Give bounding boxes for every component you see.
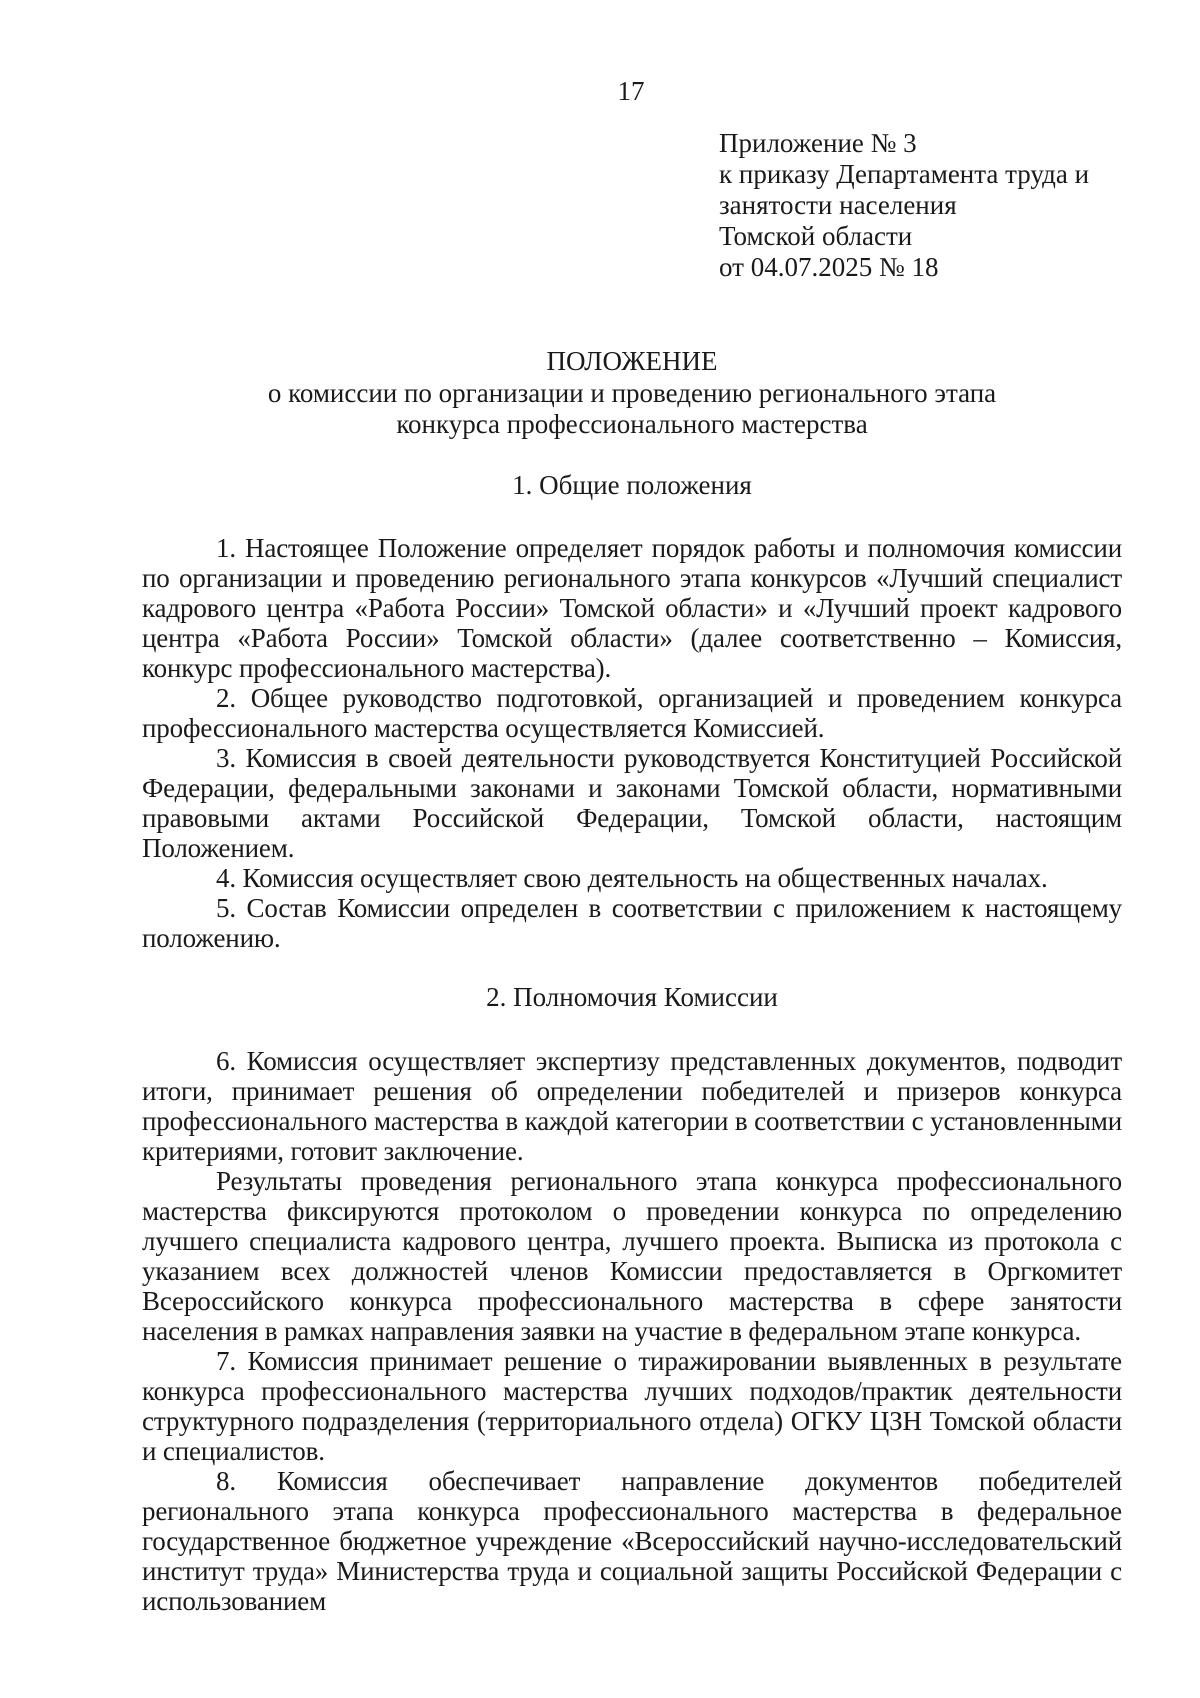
appendix-line: занятости населения <box>719 190 957 220</box>
appendix-line: Приложение № 3 <box>719 128 917 158</box>
section-body-powers <box>142 1046 1122 1616</box>
appendix-line: Томской области <box>719 221 913 251</box>
appendix-line: к приказу Департамента труда и <box>719 159 1090 189</box>
title-subtitle-line: конкурса профессионального мастерства <box>396 409 868 439</box>
paragraph: 8. Комиссия обеспечивает направление документов победителей регионального этапа конкурса профессионального мастерства в федеральное государственное бюджетное учреждение «Всероссийский научно-исследовательский институт труда» Министерства труда и социальной защиты Российской Федерации с использованием <box>142 1466 1122 1616</box>
paragraph: 7. Комиссия принимает решение о тиражировании выявленных в результате конкурса профессионального мастерства лучших подходов/практик деятельности структурного подразделения (территориального отдела) ОГКУ ЦЗН Томской области и специалистов. <box>142 1346 1122 1466</box>
paragraph: 5. Состав Комиссии определен в соответствии с приложением к настоящему положению. <box>142 893 1122 953</box>
paragraph: 6. Комиссия осуществляет экспертизу представленных документов, подводит итоги, принимает решения об определении победителей и призеров конкурса профессионального мастерства в каждой категории в соответствии с установленными критериями, готовит заключение. <box>142 1046 1122 1166</box>
paragraph: Результаты проведения регионального этапа конкурса профессионального мастерства фиксируются протоколом о проведении конкурса по определению лучшего специалиста кадрового центра, лучшего проекта. Выписка из протокола с указанием всех должностей членов Комиссии предоставляется в Оргкомитет Всероссийского конкурса профессионального мастерства в сфере занятости населения в рамках направления заявки на участие в федеральном этапе конкурса. <box>142 1166 1122 1346</box>
section-heading-powers: 2. Полномочия Комиссии <box>486 982 778 1012</box>
page-number: 17 <box>617 76 645 106</box>
title-subtitle-line: о комиссии по организации и проведению регионального этапа <box>267 378 997 408</box>
appendix-reference <box>719 128 1089 283</box>
paragraph: 1. Настоящее Положение определяет порядок работы и полномочия комиссии по организации и проведению регионального этапа конкурсов «Лучший специалист кадрового центра «Работа России» Томской области» и «Лучший проект кадрового центра «Работа России» Томской области» (далее соответственно – Комиссия, конкурс профессионального мастерства). <box>142 533 1122 683</box>
appendix-line: от 04.07.2025 № 18 <box>719 252 939 282</box>
title-main: ПОЛОЖЕНИЕ <box>546 346 718 376</box>
paragraph: 3. Комиссия в своей деятельности руководствуется Конституцией Российской Федерации, федеральными законами и законами Томской области, нормативными правовыми актами Российской Федерации, Томской области, настоящим Положением. <box>142 743 1122 863</box>
paragraph: 4. Комиссия осуществляет свою деятельность на общественных началах. <box>216 863 1048 893</box>
document-title <box>142 346 1122 440</box>
paragraph: 2. Общее руководство подготовкой, организацией и проведением конкурса профессионального мастерства осуществляется Комиссией. <box>142 683 1122 743</box>
section-heading-general: 1. Общие положения <box>512 470 752 500</box>
section-body-general <box>142 533 1122 953</box>
